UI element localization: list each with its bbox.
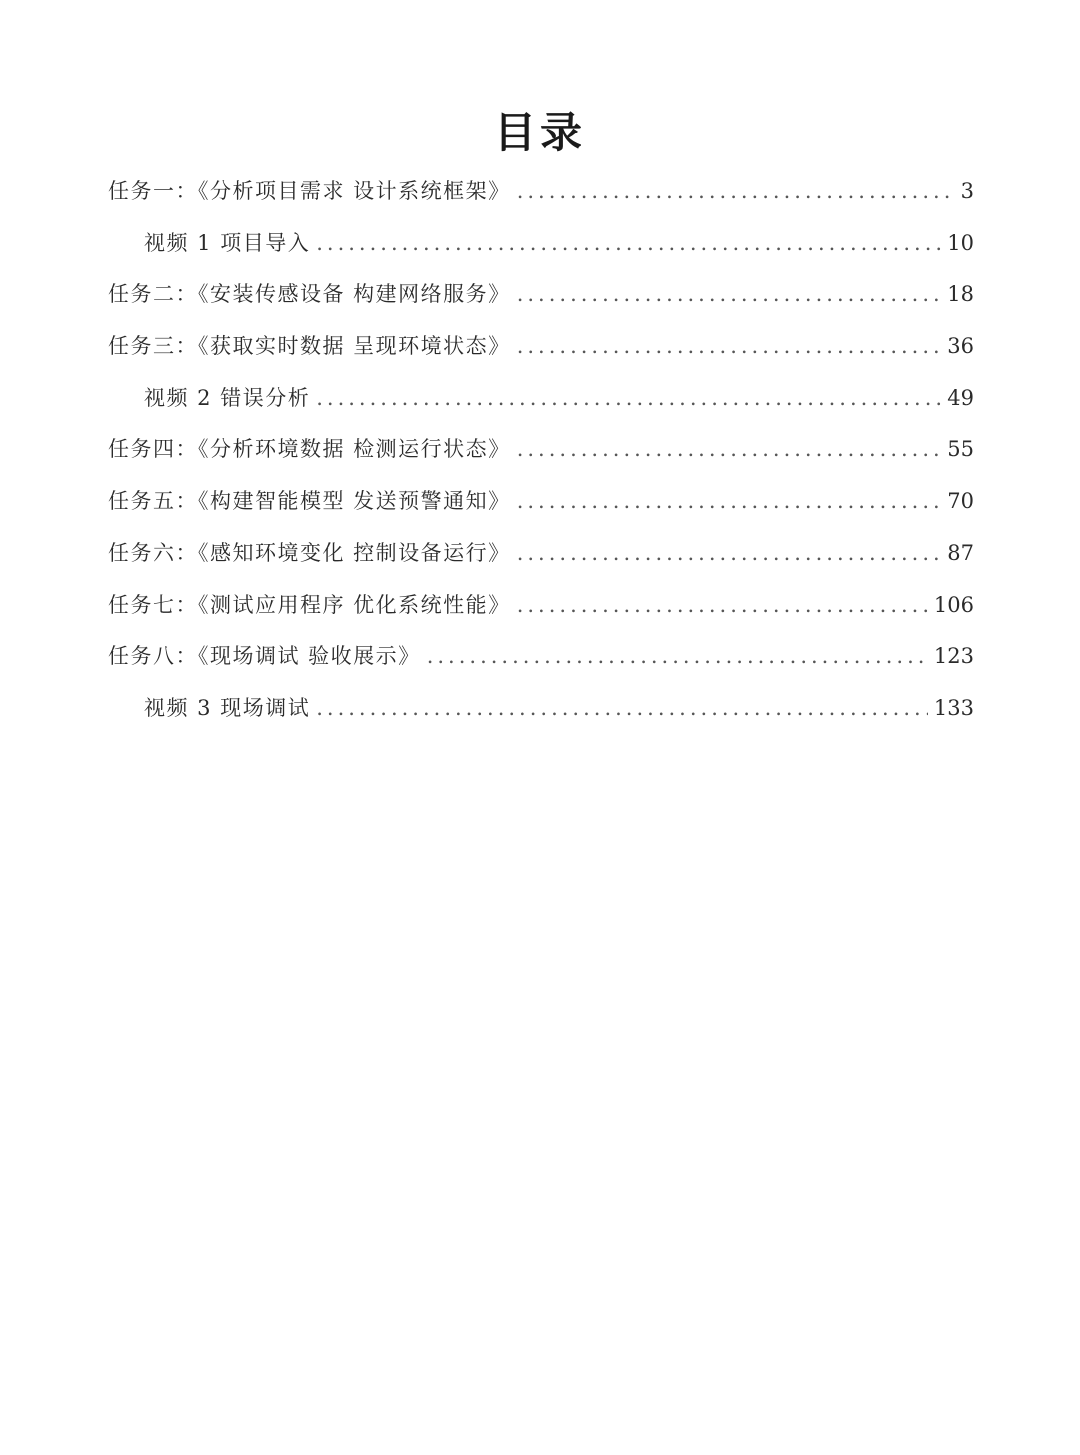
dot-leader [517,580,928,632]
dot-leader [517,476,942,528]
toc-entry-page-number: 49 [947,385,974,410]
toc-entry-label: 任务一：《分析项目需求 设计系统框架》 [108,179,511,203]
toc-entry-page-number: 106 [933,592,974,617]
toc-entry-label: 任务八：《现场调试 验收展示》 [108,644,421,669]
toc-entry-page-number: 55 [947,437,974,462]
toc-entry-task-4[interactable] [108,424,974,476]
toc-entry-label: 任务四：《分析环境数据 检测运行状态》 [108,437,511,462]
toc-entry-label: 任务六：《感知环境变化 控制设备运行》 [108,540,511,565]
toc-entry-video-1[interactable] [108,218,974,270]
dot-leader [316,373,941,425]
dot-leader [517,166,955,218]
dot-leader [427,631,928,683]
toc-entry-page-number: 70 [947,489,974,514]
toc-entry-label: 任务五：《构建智能模型 发送预警通知》 [108,489,511,514]
toc-list [108,166,974,735]
toc-entry-label: 视频 2 错误分析 [144,385,311,410]
toc-entry-task-2[interactable] [108,269,974,321]
toc-entry-video-3[interactable] [108,683,974,735]
dot-leader [517,269,942,321]
toc-entry-page-number: 3 [960,179,974,203]
toc-entry-task-5[interactable] [108,476,974,528]
toc-entry-task-1[interactable] [108,166,974,218]
toc-entry-task-3[interactable] [108,321,974,373]
toc-entry-task-7[interactable] [108,580,974,632]
toc-entry-page-number: 133 [933,695,974,720]
toc-entry-video-2[interactable] [108,373,974,425]
toc-title: 目录 [493,108,586,157]
toc-entry-page-number: 18 [947,282,974,307]
toc-entry-page-number: 36 [947,334,974,359]
dot-leader [316,683,928,735]
toc-entry-page-number: 87 [947,540,974,565]
dot-leader [517,528,942,580]
toc-entry-page-number: 10 [947,230,974,255]
toc-entry-label: 任务三：《获取实时数据 呈现环境状态》 [108,334,511,359]
dot-leader [517,321,942,373]
toc-entry-label: 任务七：《测试应用程序 优化系统性能》 [108,592,511,617]
toc-entry-task-6[interactable] [108,528,974,580]
toc-entry-label: 任务二：《安装传感设备 构建网络服务》 [108,282,511,307]
toc-entry-task-8[interactable] [108,631,974,683]
dot-leader [517,424,942,476]
toc-entry-label: 视频 3 现场调试 [144,695,311,720]
dot-leader [316,218,941,270]
toc-entry-label: 视频 1 项目导入 [144,230,311,255]
toc-entry-page-number: 123 [933,644,974,669]
